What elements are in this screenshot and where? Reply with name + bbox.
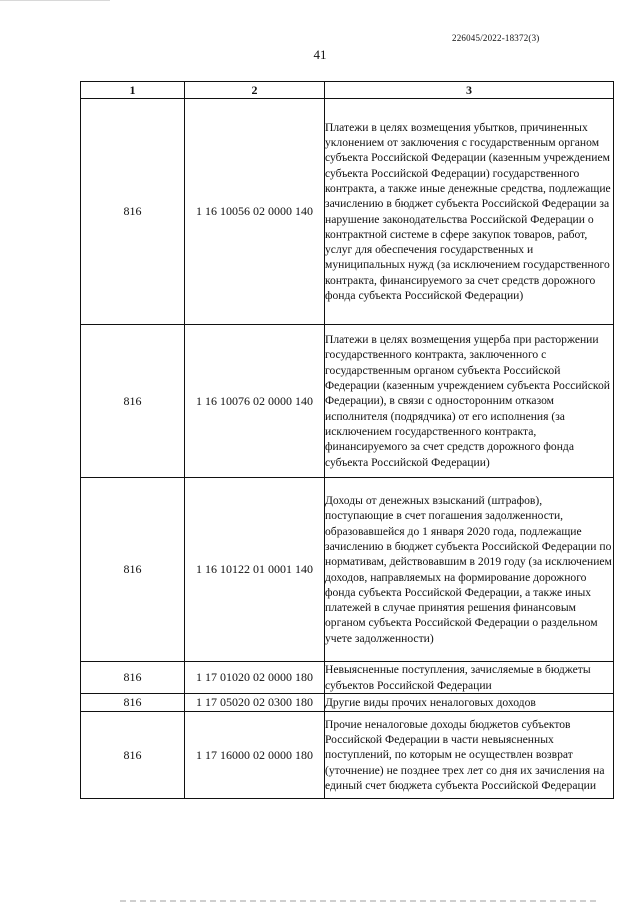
table-header [81,82,614,99]
description-cell: Невыясненные поступления, зачисляемые в бюджеты субъектов Российской Федерации [325,662,614,694]
admin-code-cell: 816 [81,99,185,325]
admin-code-cell: 816 [81,662,185,694]
table-row [81,325,614,478]
description-cell: Другие виды прочих неналоговых доходов [325,694,614,712]
budget-code-cell: 1 17 01020 02 0000 180 [185,662,325,694]
table-row [81,478,614,662]
column-header-1: 1 [81,82,185,99]
table-row [81,712,614,799]
budget-code-cell: 1 16 10122 01 0001 140 [185,478,325,662]
admin-code-cell: 816 [81,478,185,662]
admin-code-cell: 816 [81,325,185,478]
column-header-2: 2 [185,82,325,99]
description-cell: Платежи в целях возмещения ущерба при расторжении государственного контракта, заключенного с государственным органом субъекта Российской Федерации (казенным учреждением субъекта Российской Федерации), в связи с односторонним отказом исполнителя (подрядчика) от его исполнения (за исключением государственного контракта, финансируемого за счет средств дорожного фонда субъекта Российской Федерации) [325,325,614,478]
table-body [81,99,614,799]
document-id: 226045/2022-18372(3) [452,33,540,43]
scan-artifact-line [120,900,600,902]
budget-code-cell: 1 17 05020 02 0300 180 [185,694,325,712]
table-row [81,99,614,325]
description-cell: Платежи в целях возмещения убытков, причиненных уклонением от заключения с государственным органом субъекта Российской Федерации (казенным учреждением субъекта Российской Федерации) государственного контракта, а также иные денежные средства, подлежащие зачислению в бюджет субъекта Российской Федерации за нарушение законодательства Российской Федерации о контрактной системе в сфере закупок товаров, работ, услуг для обеспечения государственных и муниципальных нужд (за исключением государственного контракта, финансируемого за счет средств дорожного фонда субъекта Российской Федерации) [325,99,614,325]
header-row [81,82,614,99]
revenue-codes-table [80,81,614,799]
description-cell: Прочие неналоговые доходы бюджетов субъектов Российской Федерации в части невыясненных поступлений, по которым не осуществлен возврат (уточнение) не позднее трех лет со дня их зачисления на единый счет бюджета субъекта Российской Федерации [325,712,614,799]
table-row [81,662,614,694]
page-number: 41 [313,47,327,62]
admin-code-cell: 816 [81,712,185,799]
budget-code-cell: 1 16 10056 02 0000 140 [185,99,325,325]
budget-code-cell: 1 17 16000 02 0000 180 [185,712,325,799]
description-cell: Доходы от денежных взысканий (штрафов), поступающие в счет погашения задолженности, образовавшейся до 1 января 2020 года, подлежащие зачислению в бюджет субъекта Российской Федерации по нормативам, действовавшим в 2019 году (за исключением доходов, направляемых на формирование дорожного фонда субъекта Российской Федерации, а также иных платежей в случае принятия решения финансовым органом субъекта Российской Федерации о раздельном учете задолженности) [325,478,614,662]
table-row [81,694,614,712]
column-header-3: 3 [325,82,614,99]
scan-edge-mark [0,0,110,1]
budget-code-cell: 1 16 10076 02 0000 140 [185,325,325,478]
admin-code-cell: 816 [81,694,185,712]
